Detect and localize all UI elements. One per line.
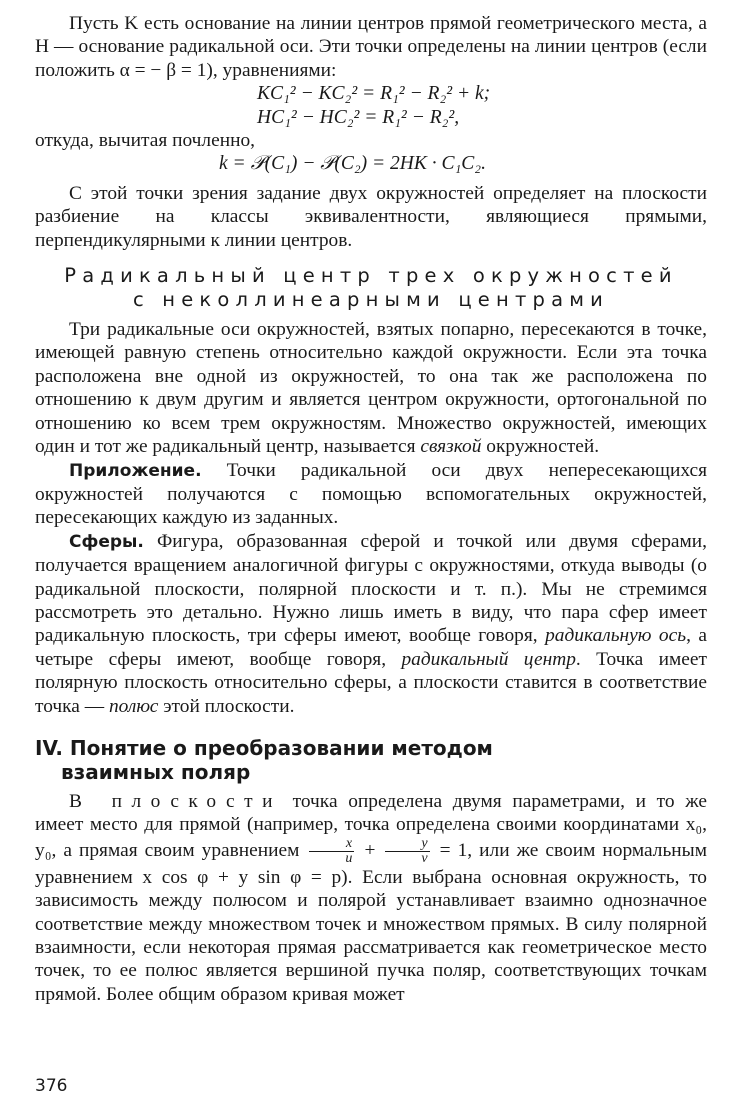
formula-2: HC₁² − HC₂² = R₁² − R₂², [257, 106, 460, 128]
paragraph-7 [35, 790, 707, 1006]
page-body [35, 12, 707, 1006]
section-heading [35, 736, 707, 784]
page-number: 376 [35, 1076, 68, 1096]
paragraph-4-text: Три радикальные оси окружностей, взятых попарно, пересекаются в точке, имеющей равную степень относительно каждой окружности. Если эта точка расположена вне одной из окружностей, то она так же расположена по отношению к двум другим и является центром окружности, ортогональной по отношению ко всем трем окружностям. Множество окружностей, имеющих один и тот же радикальный центр, называется [35, 319, 707, 458]
paragraph-5-text: Точки радикальной оси двух непересекающихся окружностей получаются с помощью вспомогательных окружностей, пересекающих каждую из заданных. [35, 459, 707, 529]
subheading-line-2: с неколлинеарными центрами [132, 288, 610, 312]
paragraph-7-text-b: = 1, или же своим нормальным уравнением x cos φ + y sin φ = p). Если выбрана основная окружность, то зависимость между полюсом и полярой устанавливает взаимно однозначное соответствие между множеством точек и множеством прямых. В силу полярной взаимности, если некоторая прямая рассматривается как геометрическое место точек, то ее полюс является вершиной пучка поляр, соответствующих точкам прямой. Более общим образом кривая может [35, 839, 707, 1005]
subheading-line-1: Радикальный центр трех окружностей [64, 264, 678, 288]
label-sfery: Сферы. [69, 531, 144, 552]
term-pole: полюс [108, 695, 159, 717]
paragraph-6-text-b: , а четыре сферы имеют, вообще говоря, [35, 625, 707, 670]
term-radical-axis: радикальную ось [545, 625, 687, 647]
section-heading-line-1: IV. Понятие о преобразовании методом [35, 735, 493, 760]
formula-3: k = 𝒫(C₁) − 𝒫(C₂) = 2HK · C₁C₂. [219, 153, 486, 175]
term-radical-center: радикальный центр [401, 648, 576, 670]
fraction-2-numerator: y [385, 837, 429, 852]
paragraph-7-lead: В плоскости [69, 790, 282, 812]
fraction-1-numerator: x [309, 837, 354, 852]
paragraph-6-text-a: Фигура, образованная сферой и точкой или двумя сферами, получается вращением аналогичной фигуры с окружностями, откуда выводы (о радикальной плоскости, полярной плоскости и т. п.). Мы не стремимся рассмотреть это детально. Нужно лишь иметь в виду, что пара сфер имеет радикальную плоскость, три сферы имеют, вообще говоря, [35, 530, 707, 647]
paragraph-6-text-c: . Точка имеет полярную плоскость относительно сферы, а плоскости ставится в соответствие точка — [35, 648, 707, 717]
term-svyazka: связкой [420, 436, 482, 458]
fraction-y-over-v [385, 837, 429, 866]
paragraph-2: откуда, вычитая почленно, [35, 130, 255, 152]
label-prilozhenie: Приложение. [69, 460, 202, 481]
fraction-1-denominator: u [345, 850, 353, 866]
paragraph-6-text-d: этой плоскости. [158, 695, 295, 717]
fraction-x-over-u [309, 837, 354, 866]
subheading [35, 264, 707, 312]
paragraph-5 [35, 459, 707, 530]
paragraph-4-tail: окружностей. [481, 436, 600, 458]
paragraph-4 [35, 318, 707, 458]
paragraph-7-text-a: точка определена двумя параметрами, и то же имеет место для прямой (например, точка определена своими координатами x₀, y₀, а прямая своим уравнением [35, 790, 707, 861]
formula-1: KC₁² − KC₂² = R₁² − R₂² + k; [257, 83, 491, 105]
section-heading-line-2: взаимных поляр [61, 759, 251, 784]
paragraph-1: Пусть K есть основание на линии центров прямой геометрического места, а H — основание радикальной оси. Эти точки определены на линии центров (если положить α = − β = 1), уравнениями: [35, 13, 707, 81]
paragraph-6 [35, 530, 707, 718]
fraction-2-denominator: v [421, 850, 428, 866]
plus-sign: + [357, 839, 383, 861]
paragraph-3: С этой точки зрения задание двух окружностей определяет на плоскости разбиение на классы эквивалентности, являющиеся прямыми, перпендикулярными к линии центров. [35, 182, 707, 251]
